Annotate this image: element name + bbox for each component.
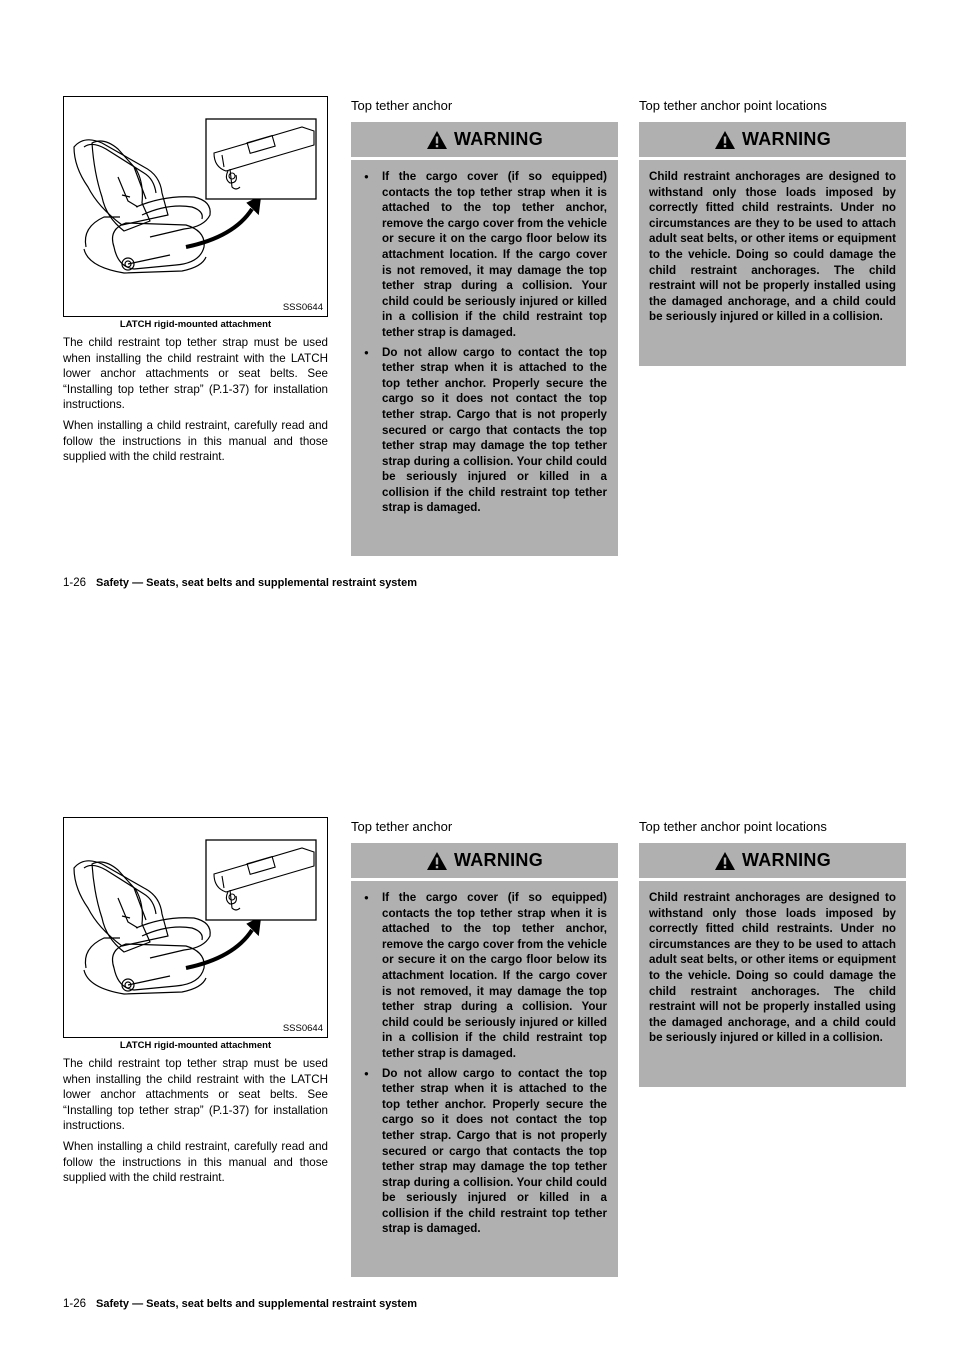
- warning-header: [639, 122, 906, 157]
- latch-attachment-figure: [63, 817, 328, 1038]
- intro-paragraph: The child restraint top tether strap must be used when installing the child restraint with the LATCH lower anchor attachments or seat belts. See “Installing top tether strap” (P.1-37) for installation instructions.: [63, 1057, 328, 1133]
- figure-code: SSS0644: [282, 1023, 323, 1034]
- page-number: 1-26: [63, 577, 87, 589]
- page-footer: [63, 577, 417, 589]
- manual-page: [0, 0, 954, 640]
- warning-header: [639, 843, 906, 878]
- top-tether-heading: Top tether anchor: [351, 819, 453, 834]
- anchor-points-heading: Top tether anchor point locations: [639, 98, 827, 113]
- page-footer: [63, 1298, 417, 1310]
- child-seat-illustration: [64, 97, 328, 317]
- warning-body: [351, 160, 618, 556]
- warning-header: [351, 122, 618, 157]
- figure-code: SSS0644: [282, 302, 323, 313]
- page-number: 1-26: [63, 1298, 87, 1310]
- figure-caption: LATCH rigid-mounted attachment: [119, 319, 272, 330]
- warning-title: WARNING: [453, 129, 544, 149]
- manual-page: [0, 721, 954, 1361]
- warning-item: ● If the cargo cover (if so equipped) contacts the top tether strap when it is attached to the top tether anchor, remove the cargo cover from the vehicle or secure it on the cargo floor below its attachment location. If the cargo cover is not removed, it may damage the top tether strap during a collision. Your child could be seriously injured or killed in a collision if the child restraint top tether strap is damaged.: [362, 169, 607, 341]
- warning-body: [639, 881, 906, 1087]
- warning-title: WARNING: [741, 129, 832, 149]
- warning-title: WARNING: [741, 850, 832, 870]
- intro-paragraph: The child restraint top tether strap must be used when installing the child restraint with the LATCH lower anchor attachments or seat belts. See “Installing top tether strap” (P.1-37) for installation instructions.: [63, 336, 328, 412]
- warning-triangle-icon: [714, 851, 736, 871]
- warning-text: Child restraint anchorages are designed to withstand only those loads imposed by correctly fitted child restraints. Under no circumstances are they to be used to attach adult seat belts, or other items or equipment to the vehicle. Doing so could damage the child restraint anchorages. The child restraint will not be properly installed using the damaged anchorage, and a child could be seriously injured or killed in a collision.: [649, 170, 896, 324]
- intro-paragraph: When installing a child restraint, carefully read and follow the instructions in this manual and those supplied with the child restraint.: [63, 1139, 328, 1185]
- warning-item: ● Do not allow cargo to contact the top tether strap when it is attached to the top tether anchor. Properly secure the cargo so it does not contact the top tether strap. Cargo that is not properly secured or cargo that contacts the top tether strap may damage the top tether strap during a collision. Your child could be seriously injured or killed in a collision if the child restraint top tether strap is damaged.: [362, 1066, 607, 1238]
- warning-triangle-icon: [714, 130, 736, 150]
- warning-text: Child restraint anchorages are designed to withstand only those loads imposed by correctly fitted child restraints. Under no circumstances are they to be used to attach adult seat belts, or other items or equipment to the vehicle. Doing so could damage the child restraint anchorages. The child restraint will not be properly installed using the damaged anchorage, and a child could be seriously injured or killed in a collision.: [649, 891, 896, 1045]
- latch-attachment-figure: [63, 96, 328, 317]
- child-seat-illustration: [64, 818, 328, 1038]
- intro-text: [63, 335, 328, 470]
- top-tether-heading: Top tether anchor: [351, 98, 453, 113]
- warning-item: ● Do not allow cargo to contact the top tether strap when it is attached to the top tether anchor. Properly secure the cargo so it does not contact the top tether strap. Cargo that is not properly secured or cargo that contacts the top tether strap may damage the top tether strap during a collision. Your child could be seriously injured or killed in a collision if the child restraint top tether strap is damaged.: [362, 345, 607, 517]
- warning-item: ● If the cargo cover (if so equipped) contacts the top tether strap when it is attached to the top tether anchor, remove the cargo cover from the vehicle or secure it on the cargo floor below its attachment location. If the cargo cover is not removed, it may damage the top tether strap during a collision. Your child could be seriously injured or killed in a collision if the child restraint top tether strap is damaged.: [362, 890, 607, 1062]
- footer-section-title: Safety — Seats, seat belts and supplemental restraint system: [96, 577, 417, 589]
- warning-header: [351, 843, 618, 878]
- warning-triangle-icon: [426, 130, 448, 150]
- anchor-points-heading: Top tether anchor point locations: [639, 819, 827, 834]
- warning-body: [351, 881, 618, 1277]
- intro-text: [63, 1056, 328, 1191]
- warning-body: [639, 160, 906, 366]
- intro-paragraph: When installing a child restraint, carefully read and follow the instructions in this manual and those supplied with the child restraint.: [63, 418, 328, 464]
- footer-section-title: Safety — Seats, seat belts and supplemental restraint system: [96, 1298, 417, 1310]
- figure-caption: LATCH rigid-mounted attachment: [119, 1040, 272, 1051]
- warning-title: WARNING: [453, 850, 544, 870]
- warning-triangle-icon: [426, 851, 448, 871]
